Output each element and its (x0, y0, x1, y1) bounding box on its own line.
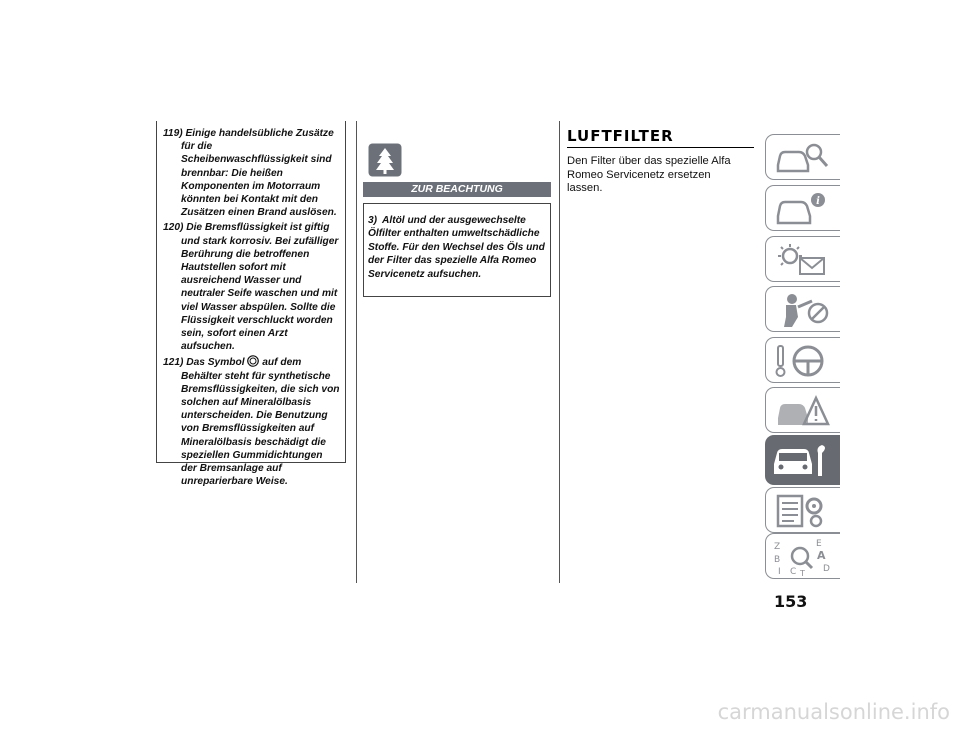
specs-gear-icon (772, 492, 832, 530)
tab-car-wrench[interactable] (765, 435, 840, 485)
environment-tree-icon (368, 143, 402, 177)
index-letter: C (790, 567, 797, 576)
car-warning-icon (772, 392, 832, 430)
tab-steering-key[interactable] (765, 337, 840, 383)
steering-key-icon (772, 342, 832, 380)
index-letter: Z (774, 542, 781, 552)
car-wrench-icon (772, 442, 832, 480)
index-letter: B (774, 555, 781, 565)
brake-fluid-symbol-icon (247, 355, 259, 367)
car-info-icon (772, 190, 832, 228)
page-number: 153 (774, 592, 808, 611)
index-letter: D (823, 564, 830, 574)
lights-message-icon (772, 241, 832, 279)
car-search-icon (772, 139, 832, 177)
column-divider-left (356, 121, 357, 583)
tab-lights-message[interactable] (765, 236, 840, 282)
tab-car-info[interactable] (765, 185, 840, 231)
tab-car-search[interactable] (765, 134, 840, 180)
svg-text:i: i (816, 196, 820, 207)
tab-specs-gear[interactable] (765, 487, 840, 533)
warning-heading: ZUR BEACHTUNG (363, 182, 551, 197)
airbag-safety-icon (772, 291, 832, 329)
warning-text: 3) Altöl und der ausgewechselte Ölfilter enthalten umweltschädliche Stoffe. Für den Wechsel des Öls und der Filter das spezielle Alfa Romeo Servicenetz aufsuchen. (368, 215, 545, 280)
index-letter: T (800, 569, 805, 576)
note-item: 121) Das Symbol auf dem Behälter steht für synthetische Bremsflüssigkeiten, die sich von solchen auf Mineralölbasis unterscheiden. Die Benutzung von Bremsflüssigkeiten auf Mineralölbasis beschädigt die speziellen Gummidichtungen der Bremsanlage auf unreparierbare Weise. (163, 357, 340, 488)
notes-box (156, 121, 346, 488)
index-letter: E (816, 539, 822, 549)
section-title: LUFTFILTER (567, 127, 754, 148)
index-search-icon (772, 538, 832, 576)
tab-index-search[interactable] (765, 533, 840, 579)
index-letter: A (817, 549, 826, 562)
index-letter: I (778, 567, 781, 576)
section-body: Den Filter über das spezielle Alfa Romeo Servicenetz ersetzen lassen. (567, 155, 731, 194)
watermark: carmanualsonline.info (717, 700, 950, 724)
note-item: 119) Einige handelsübliche Zusätze für die Scheibenwaschflüssigkeit sind brennbar: Die heißen Komponenten im Motorraum könnten bei Kontakt mit den Zusätzen einen Brand auslösen. (163, 128, 337, 219)
notes-list (157, 121, 345, 488)
column-divider-right (559, 121, 560, 583)
tab-airbag-safety[interactable] (765, 286, 840, 332)
note-item: 120) Die Bremsflüssigkeit ist giftig und stark korrosiv. Bei zufälliger Berührung die betroffenen Hautstellen sofort mit ausreichend Wasser und neutraler Seife waschen und mit viel Wasser abspülen. Sollte die Flüssigkeit verschluckt worden sein, sofort einen Arzt aufsuchen. (163, 222, 339, 353)
warning-box (363, 203, 551, 297)
tab-car-warning[interactable] (765, 387, 840, 433)
